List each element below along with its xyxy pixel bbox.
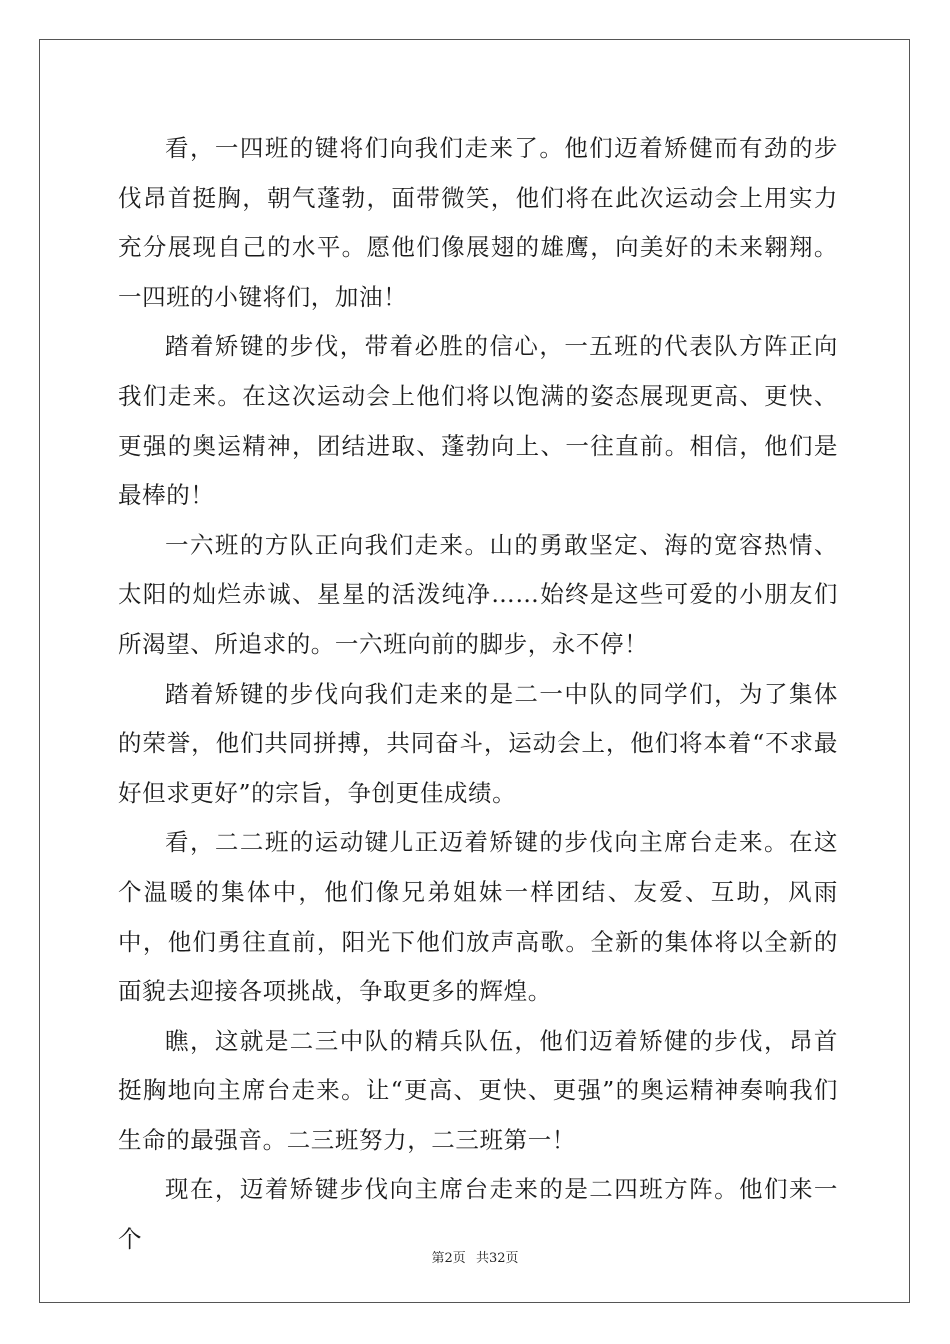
paragraph: 踏着矫键的步伐，带着必胜的信心，一五班的代表队方阵正向我们走来。在这次运动会上他们将以饱满的姿态展现更高、更快、更强的奥运精神，团结进取、蓬勃向上、一往直前。相信，他们是最棒的！ xyxy=(118,332,838,510)
paragraph: 踏着矫键的步伐向我们走来的是二一中队的同学们，为了集体的荣誉，他们共同拼搏，共同奋斗，运动会上，他们将本着“不求最好但求更好”的宗旨，争创更佳成绩。 xyxy=(118,679,838,807)
page-total: 共32页 xyxy=(475,1251,519,1266)
paragraph: 瞧，这就是二三中队的精兵队伍，他们迈着矫健的步伐，昂首挺胸地向主席台走来。让“更高、更快、更强”的奥运精神奏响我们生命的最强音。二三班努力，二三班第一！ xyxy=(118,1026,838,1154)
paragraph: 一六班的方队正向我们走来。山的勇敢坚定、海的宽容热情、太阳的灿烂赤诚、星星的活泼纯净……始终是这些可爱的小朋友们所渴望、所追求的。一六班向前的脚步，永不停！ xyxy=(118,530,838,658)
document-body xyxy=(118,124,838,1265)
page-footer xyxy=(0,1247,950,1266)
page-number: 第2页 xyxy=(431,1251,466,1266)
paragraph: 看，一四班的键将们向我们走来了。他们迈着矫健而有劲的步伐昂首挺胸，朝气蓬勃，面带微笑，他们将在此次运动会上用实力充分展现自己的水平。愿他们像展翅的雄鹰，向美好的未来翱翔。一四班的小键将们，加油！ xyxy=(118,134,838,311)
paragraph: 现在，迈着矫键步伐向主席台走来的是二四班方阵。他们来一个 xyxy=(118,1175,838,1254)
paragraph: 看，二二班的运动键儿正迈着矫键的步伐向主席台走来。在这个温暖的集体中，他们像兄弟姐妹一样团结、友爱、互助，风雨中，他们勇往直前，阳光下他们放声高歌。全新的集体将以全新的面貌去迎接各项挑战，争取更多的辉煌。 xyxy=(118,828,838,1006)
